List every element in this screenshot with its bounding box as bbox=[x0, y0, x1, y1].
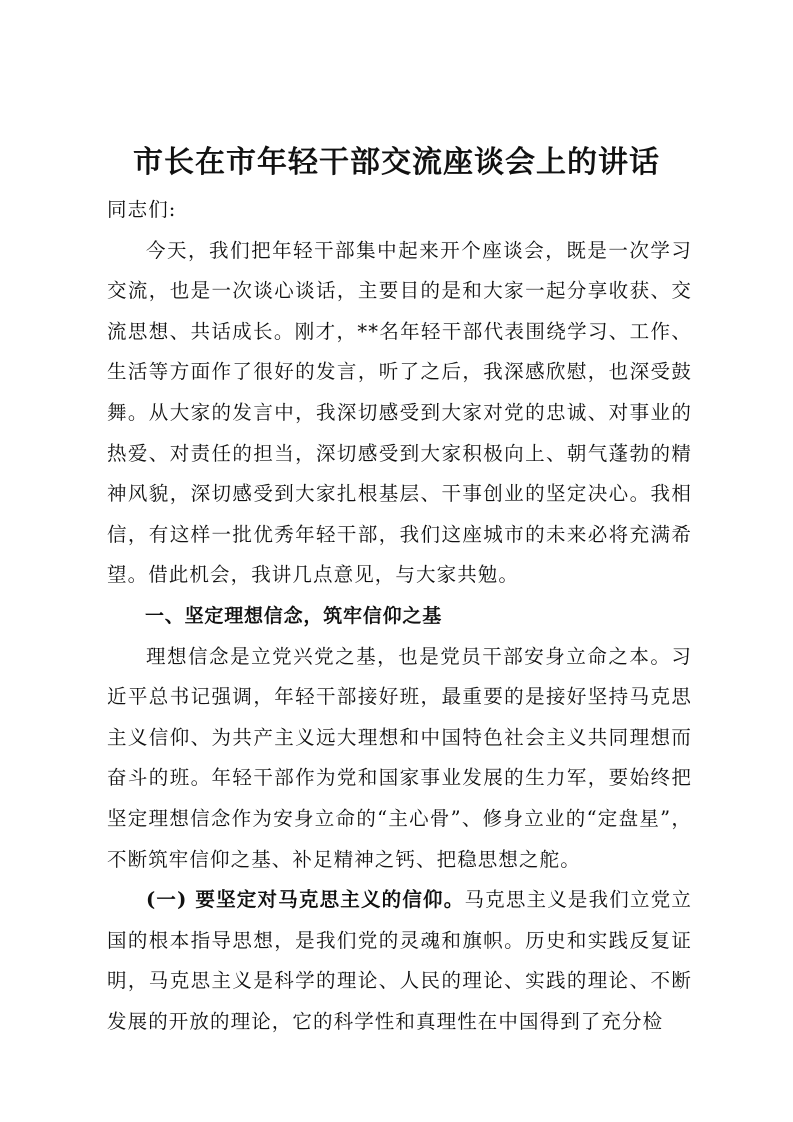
paragraph-section-1: 理想信念是立党兴党之基，也是党员干部安身立命之本。习近平总书记强调，年轻干部接好班，最重要的是接好坚持马克思主义信仰、为共产主义远大理想和中国特色社会主义共同理想而奋斗的班。年轻干部作为党和国家事业发展的生力军，要始终把坚定理想信念作为安身立命的“主心骨”、修身立业的“定盘星”，不断筑牢信仰之基、补足精神之钙、把稳思想之舵。 bbox=[107, 644, 692, 871]
document-title: 市长在市年轻干部交流座谈会上的讲话 bbox=[133, 145, 660, 180]
document-body bbox=[107, 190, 692, 1042]
section-heading-1: 一、坚定理想信念，筑牢信仰之基 bbox=[145, 604, 443, 627]
salutation: 同志们: bbox=[107, 198, 177, 221]
paragraph-intro: 今天，我们把年轻干部集中起来开个座谈会，既是一次学习交流，也是一次谈心谈话，主要目的是和大家一起分享收获、交流思想、共话成长。刚才，**名年轻干部代表围绕学习、工作、生活等方面作了很好的发言，听了之后，我深感欣慰，也深受鼓舞。从大家的发言中，我深切感受到大家对党的忠诚、对事业的热爱、对责任的担当，深切感受到大家积极向上、朝气蓬勃的精神风貌，深切感受到大家扎根基层、干事创业的坚定决心。我相信，有这样一批优秀年轻干部，我们这座城市的未来必将充满希望。借此机会，我讲几点意见，与大家共勉。 bbox=[107, 238, 692, 587]
paragraph-subsection-1 bbox=[107, 880, 692, 1042]
subsection-heading-1: (一) 要坚定对马克思主义的信仰。 bbox=[146, 888, 465, 912]
subsection-text-1: 马克思主义是我们立党立国的根本指导思想，是我们党的灵魂和旗帜。历史和实践反复证明，马克思主义是科学的理论、人民的理论、实践的理论、不断发展的开放的理论，它的科学性和真理性在中国得到了充分检 bbox=[107, 888, 692, 1033]
